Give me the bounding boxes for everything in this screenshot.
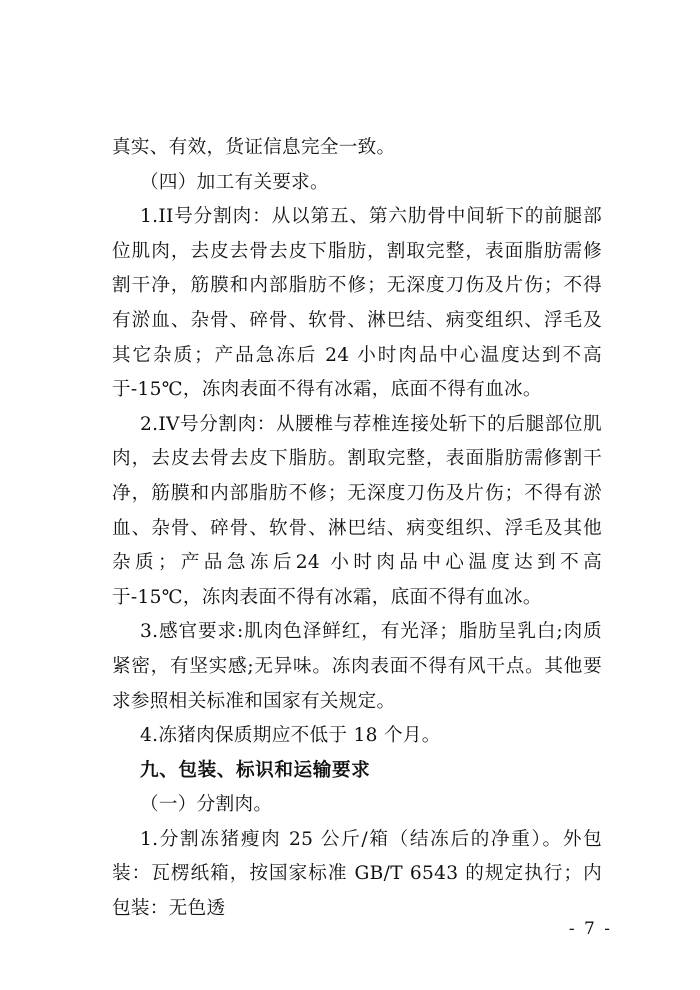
page-number: - 7 - <box>568 919 612 939</box>
section-heading-packaging: 九、包装、标识和运输要求 <box>140 759 371 781</box>
paragraph-cut-ii: 1.II号分割肉：从以第五、第六肋骨中间斩下的前腿部位肌肉，去皮去骨去皮下脂肪，割取完整，表面脂肪需修割干净，筋膜和内部脂肪不修；无深度刀伤及片伤；不得有淤血、杂骨、碎骨、软骨、淋巴结、病变组织、浮毛及其它杂质；产品急冻后 24 小时肉品中心温度达到不高于-15℃，冻肉表面不得有冰霜，底面不得有血冰。 <box>112 206 602 401</box>
paragraph-packaging: 1.分割冻猪瘦肉 25 公斤/箱（结冻后的净重）。外包装：瓦楞纸箱，按国家标准 GB/T 6543 的规定执行；内包装：无色透 <box>112 828 602 920</box>
section-subheading-processing: （四）加工有关要求。 <box>140 171 329 193</box>
paragraph-shelf-life: 4.冻猪肉保质期应不低于 18 个月。 <box>140 725 441 747</box>
paragraph-cut-iv: 2.IV号分割肉：从腰椎与荐椎连接处斩下的后腿部位肌肉，去皮去骨去皮下脂肪。割取完整，表面脂肪需修割干净，筋膜和内部脂肪不修；无深度刀伤及片伤；不得有淤血、杂骨、碎骨、软骨、淋巴结、病变组织、浮毛及其他杂质；产品急冻后24 小时肉品中心温度达到不高于-15℃，冻肉表面不得有冰霜，底面不得有血冰。 <box>112 413 602 608</box>
paragraph-sensory: 3.感官要求:肌肉色泽鲜红，有光泽；脂肪呈乳白;肉质紧密，有坚实感;无异味。冻肉表面不得有风干点。其他要求参照相关标准和国家有关规定。 <box>112 621 602 712</box>
paragraph-continuation: 真实、有效，货证信息完全一致。 <box>112 137 396 158</box>
section-subheading-cut-meat: （一）分割肉。 <box>140 794 273 816</box>
document-body <box>112 131 602 927</box>
